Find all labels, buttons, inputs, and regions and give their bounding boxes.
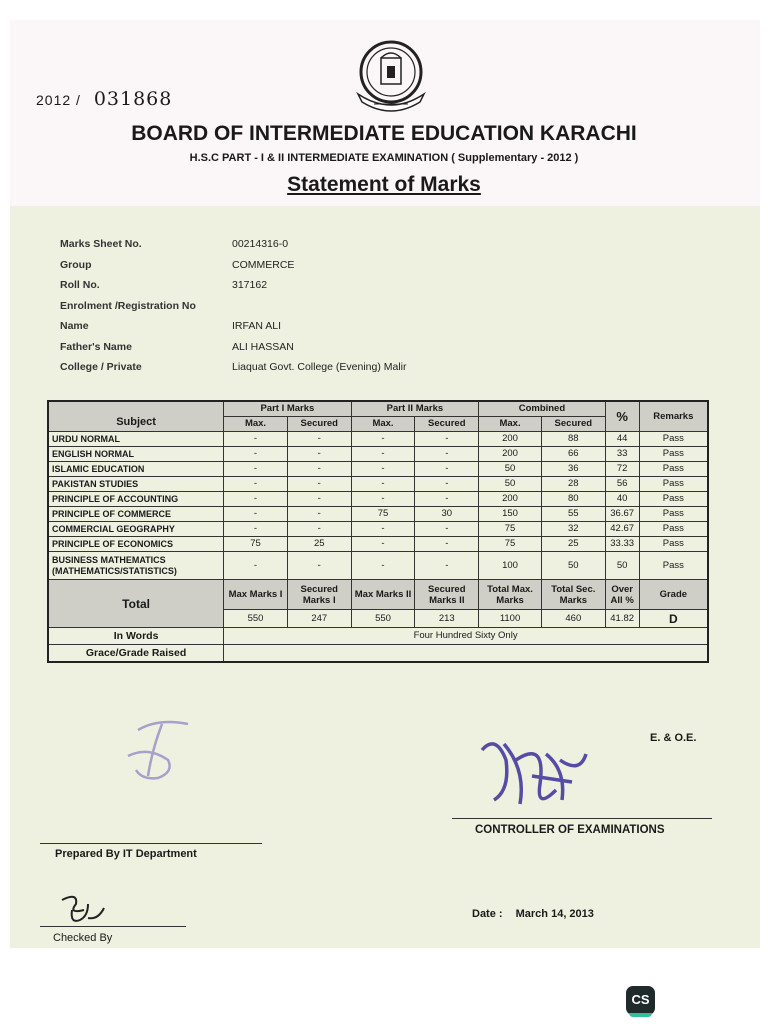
sub-header: Max. bbox=[479, 417, 542, 432]
combined-header: Combined bbox=[479, 401, 606, 417]
table-row: PRINCIPLE OF COMMERCE - - 75 30 150 55 36.67 Pass bbox=[48, 507, 708, 522]
table-row: ISLAMIC EDUCATION - - - - 50 36 72 Pass bbox=[48, 462, 708, 477]
camscanner-badge-icon[interactable]: CS bbox=[626, 986, 655, 1015]
table-row: BUSINESS MATHEMATICS (MATHEMATICS/STATISTICS) - - - - 100 50 50 Pass bbox=[48, 552, 708, 580]
checked-label: Checked By bbox=[53, 932, 113, 944]
info-row: Marks Sheet No. 00214316-0 bbox=[60, 238, 289, 250]
date-value: March 14, 2013 bbox=[515, 908, 594, 920]
grade-value: D bbox=[639, 610, 708, 628]
controller-label: CONTROLLER OF EXAMINATIONS bbox=[475, 824, 665, 836]
serial-digits: 031868 bbox=[93, 88, 173, 110]
sub-header: Max. bbox=[351, 417, 415, 432]
part1-header: Part I Marks bbox=[224, 401, 352, 417]
part2-header: Part II Marks bbox=[351, 401, 479, 417]
signature-line bbox=[452, 818, 712, 819]
total-values-row: 550 247 550 213 1100 460 41.82 D bbox=[48, 610, 708, 628]
exam-subtitle: H.S.C PART - I & II INTERMEDIATE EXAMINATION ( Supplementary - 2012 ) bbox=[189, 152, 579, 164]
info-row: Father's Name ALI HASSAN bbox=[60, 340, 294, 353]
serial-number: 2012 / 031868 bbox=[36, 88, 173, 110]
table-row: PRINCIPLE OF ACCOUNTING - - - - 200 80 40 Pass bbox=[48, 492, 708, 507]
info-row: Name IRFAN ALI bbox=[60, 320, 282, 332]
in-words-value: Four Hundred Sixty Only bbox=[224, 628, 708, 645]
purple-initials-stamp bbox=[118, 716, 198, 788]
grace-row: Grace/Grade Raised bbox=[48, 645, 708, 662]
table-row: COMMERCIAL GEOGRAPHY - - - - 75 32 42.67 Pass bbox=[48, 522, 708, 537]
document-title: Statement of Marks bbox=[287, 173, 481, 196]
in-words-row: In Words Four Hundred Sixty Only bbox=[48, 628, 708, 645]
issue-date: Date : March 14, 2013 bbox=[472, 908, 594, 920]
grace-value bbox=[224, 645, 708, 662]
remarks-header: Remarks bbox=[639, 401, 708, 432]
percent-header: % bbox=[605, 401, 639, 432]
checked-line bbox=[40, 926, 186, 927]
marks-table bbox=[47, 400, 709, 663]
board-title: BOARD OF INTERMEDIATE EDUCATION KARACHI bbox=[131, 122, 637, 145]
prepared-line bbox=[40, 843, 262, 844]
table-row: PAKISTAN STUDIES - - - - 50 28 56 Pass bbox=[48, 477, 708, 492]
info-row: Group COMMERCE bbox=[60, 258, 295, 271]
sub-header: Max. bbox=[224, 417, 288, 432]
student-info bbox=[60, 238, 660, 382]
info-row: Enrolment /Registration No bbox=[60, 299, 196, 312]
table-row: URDU NORMAL - - - - 200 88 44 Pass bbox=[48, 432, 708, 447]
info-row: Roll No. 317162 bbox=[60, 279, 268, 291]
total-label: Total bbox=[48, 580, 224, 628]
eoe-note: E. & O.E. bbox=[650, 732, 697, 744]
sub-header: Secured bbox=[287, 417, 351, 432]
subject-header: Subject bbox=[48, 401, 224, 432]
board-seal-logo bbox=[350, 36, 432, 118]
table-row: ENGLISH NORMAL - - - - 200 66 33 Pass bbox=[48, 447, 708, 462]
sub-header: Secured bbox=[415, 417, 479, 432]
table-row: PRINCIPLE OF ECONOMICS 75 25 - - 75 25 33.33 Pass bbox=[48, 537, 708, 552]
info-row: College / Private Liaquat Govt. College (Evening) Malir bbox=[60, 361, 407, 373]
total-header-row: Total Max Marks I Secured Marks I Max Marks II Secured Marks II Total Max. Marks Total Sec. Marks Over All % Grade bbox=[48, 580, 708, 610]
checker-signature bbox=[58, 890, 108, 926]
prepared-label: Prepared By IT Department bbox=[55, 848, 197, 860]
sub-header: Secured bbox=[541, 417, 605, 432]
controller-signature bbox=[476, 730, 596, 818]
